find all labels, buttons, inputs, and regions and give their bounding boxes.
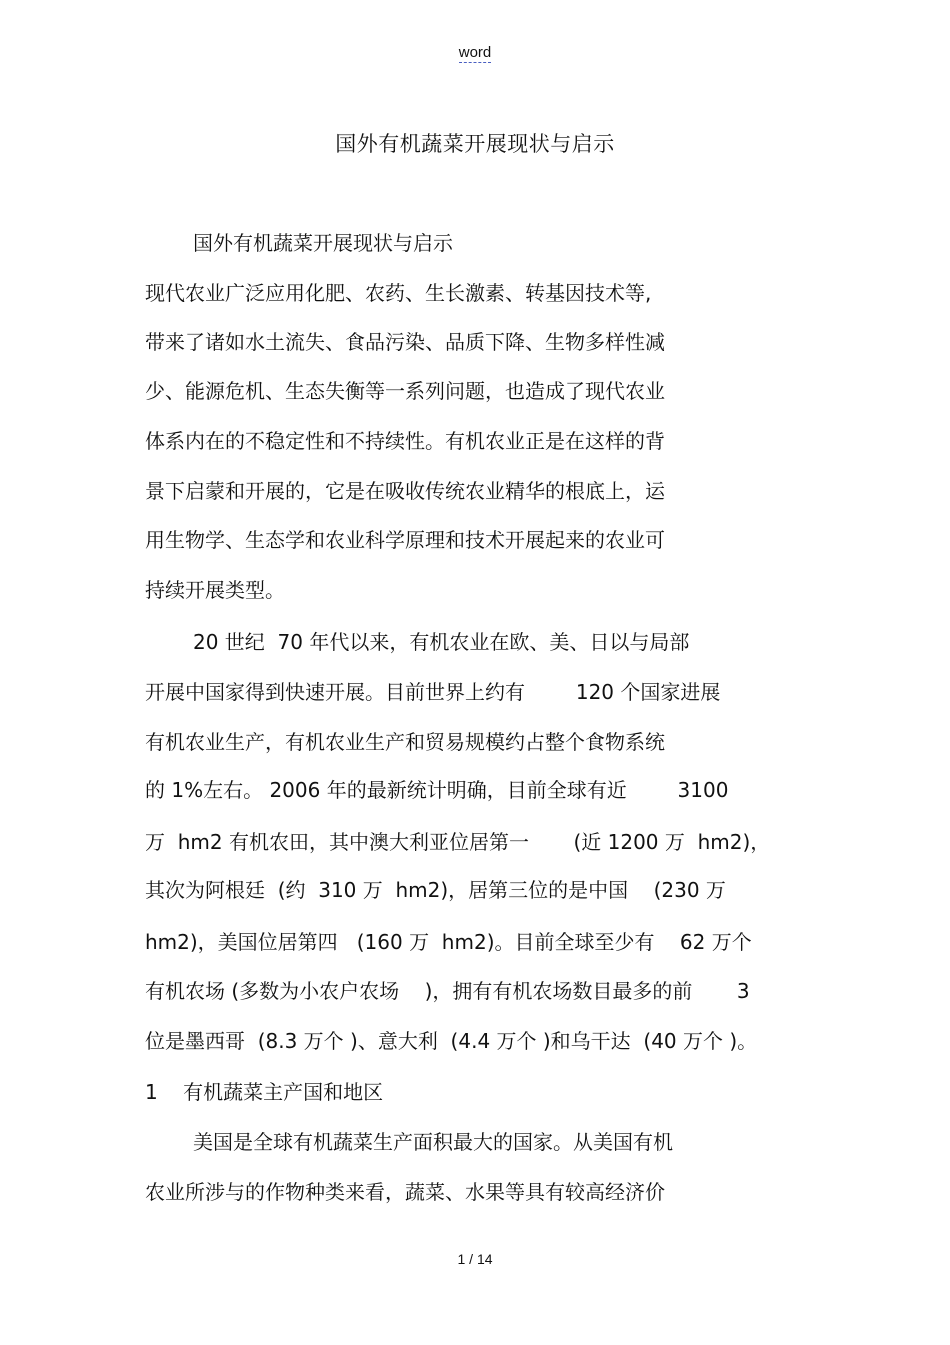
- paragraph-line: 现代农业广泛应用化肥、农药、生长激素、转基因技术等,: [145, 281, 652, 305]
- section-heading: 1 有机蔬菜主产国和地区: [145, 1080, 384, 1104]
- header-word-text: word: [458, 44, 492, 61]
- paragraph-subtitle: 国外有机蔬菜开展现状与启示: [193, 231, 453, 255]
- paragraph-line: 的 1%左右。 2006 年的最新统计明确，目前全球有近 3100: [145, 778, 729, 802]
- paragraph-line: 20 世纪 70 年代以来，有机农业在欧、美、日以与局部: [193, 630, 690, 654]
- paragraph-line: 美国是全球有机蔬菜生产面积最大的国家。从美国有机: [193, 1130, 673, 1154]
- paragraph-line: 带来了诸如水土流失、食品污染、品质下降、生物多样性减: [145, 330, 665, 354]
- paragraph-line: 景下启蒙和开展的，它是在吸收传统农业精华的根底上，运: [145, 479, 665, 503]
- paragraph-line: 位是墨西哥 (8.3 万个 )、意大利 (4.4 万个 )和乌干达 (40 万个 )。: [145, 1029, 758, 1053]
- paragraph-line: 用生物学、生态学和农业科学原理和技术开展起来的农业可: [145, 528, 665, 552]
- paragraph-line: 体系内在的不稳定性和不持续性。有机农业正是在这样的背: [145, 429, 665, 453]
- paragraph-line: 开展中国家得到快速开展。目前世界上约有 120 个国家进展: [145, 680, 721, 704]
- document-title: 国外有机蔬菜开展现状与启示: [335, 132, 615, 156]
- paragraph-line: 万 hm2 有机农田，其中澳大利亚位居第一 (近 1200 万 hm2)，: [145, 830, 771, 854]
- paragraph-line: 其次为阿根廷 (约 310 万 hm2)，居第三位的是中国 (230 万: [145, 878, 726, 902]
- paragraph-line: 农业所涉与的作物种类来看，蔬菜、水果等具有较高经济价: [145, 1180, 665, 1204]
- header-word-label: [0, 44, 950, 61]
- paragraph-line: 少、能源危机、生态失衡等一系列问题，也造成了现代农业: [145, 379, 665, 403]
- page-number: 1 / 14: [457, 1251, 493, 1267]
- paragraph-line: 有机农场 (多数为小农户农场 )，拥有有机农场数目最多的前 3: [145, 979, 750, 1003]
- paragraph-line: hm2)，美国位居第四 (160 万 hm2)。目前全球至少有 62 万个: [145, 930, 752, 954]
- paragraph-line: 有机农业生产，有机农业生产和贸易规模约占整个食物系统: [145, 730, 665, 754]
- paragraph-line: 持续开展类型。: [145, 578, 285, 602]
